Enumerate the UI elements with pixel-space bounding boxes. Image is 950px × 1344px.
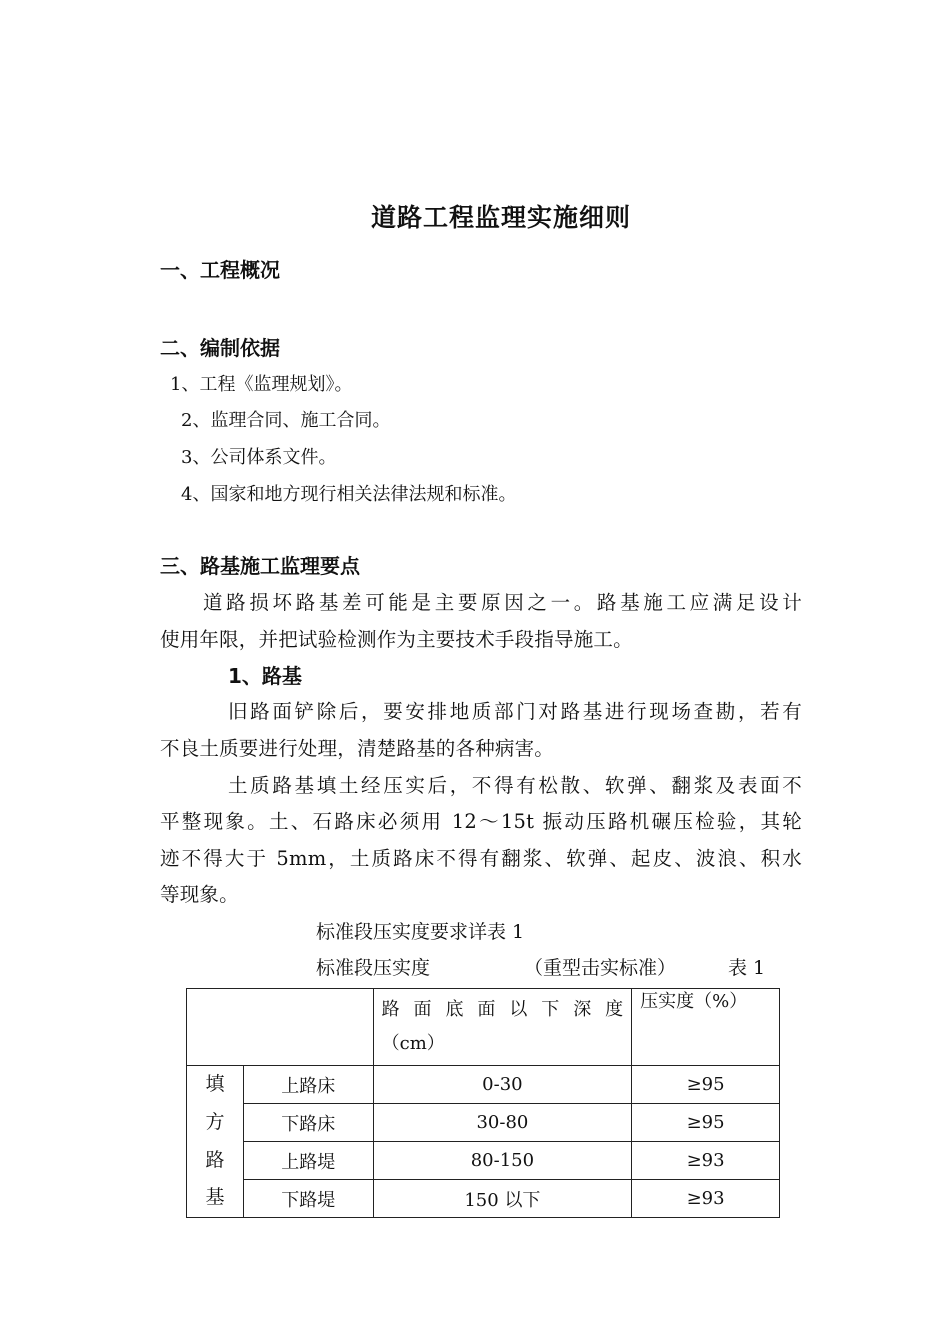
basis-item: 1、工程《监理规划》。 xyxy=(170,374,353,395)
basis-item: 4、国家和地方现行相关法律法规和标准。 xyxy=(181,484,517,505)
paragraph-line: 不良土质要进行处理，清楚路基的各种病害。 xyxy=(160,737,555,760)
section-heading-basis: 二、编制依据 xyxy=(160,336,280,360)
paragraph-line: 旧路面铲除后，要安排地质部门对路基进行现场查勘，若有 xyxy=(228,700,802,723)
basis-item: 2、监理合同、施工合同。 xyxy=(181,410,391,431)
paragraph-line: 平整现象。土、石路床必须用 12～15t 振动压路机碾压检验，其轮 xyxy=(160,810,802,833)
group-label-char: 方 xyxy=(205,1110,225,1133)
header-compaction-cell: 压实度（%） xyxy=(632,989,780,1066)
section-heading-overview: 一、工程概况 xyxy=(160,258,280,282)
subsection-heading-subgrade: 1、路基 xyxy=(228,664,302,688)
layer-cell: 上路堤 xyxy=(243,1142,373,1180)
paragraph-line: 等现象。 xyxy=(160,883,239,906)
layer-cell: 下路床 xyxy=(243,1104,373,1142)
fill-subgrade-group-cell xyxy=(187,1066,244,1218)
basis-item: 3、公司体系文件。 xyxy=(181,447,337,468)
table-number: 表 1 xyxy=(728,957,766,979)
group-label-char: 基 xyxy=(205,1186,225,1209)
compaction-cell: ≥93 xyxy=(632,1180,780,1218)
intro-line: 道路损坏路基差可能是主要原因之一。路基施工应满足设计 xyxy=(203,591,802,614)
depth-cell: 0-30 xyxy=(373,1066,632,1104)
section-heading-subgrade: 三、路基施工监理要点 xyxy=(160,554,360,578)
depth-cell: 150 以下 xyxy=(373,1180,632,1218)
table-caption: 标准段压实度要求详表 1 xyxy=(316,921,525,943)
group-label-char: 填 xyxy=(205,1073,225,1096)
table-row xyxy=(187,1142,780,1180)
table-row xyxy=(187,1104,780,1142)
header-blank-cell xyxy=(187,989,374,1066)
header-depth-label: 路面底面以下深度 xyxy=(381,999,624,1020)
compaction-table xyxy=(186,988,780,1218)
document-title: 道路工程监理实施细则 xyxy=(370,203,631,232)
layer-cell: 上路床 xyxy=(243,1066,373,1104)
depth-cell: 30-80 xyxy=(373,1104,632,1142)
table-subcaption-standard: （重型击实标准） xyxy=(524,957,677,979)
group-label-char: 路 xyxy=(205,1148,225,1171)
table-row xyxy=(187,1180,780,1218)
table-row xyxy=(187,1066,780,1104)
compaction-cell: ≥95 xyxy=(632,1066,780,1104)
table-subcaption-left: 标准段压实度 xyxy=(316,957,431,979)
compaction-cell: ≥93 xyxy=(632,1142,780,1180)
header-depth-unit: （cm） xyxy=(381,1033,445,1054)
depth-cell: 80-150 xyxy=(373,1142,632,1180)
intro-line: 使用年限，并把试验检测作为主要技术手段指导施工。 xyxy=(160,628,633,651)
compaction-cell: ≥95 xyxy=(632,1104,780,1142)
paragraph-line: 迹不得大于 5mm，土质路床不得有翻浆、软弹、起皮、波浪、积水 xyxy=(160,847,802,870)
header-depth-cell xyxy=(373,989,632,1066)
paragraph-line: 土质路基填土经压实后，不得有松散、软弹、翻浆及表面不 xyxy=(228,774,802,797)
table-header-row xyxy=(187,989,780,1066)
layer-cell: 下路堤 xyxy=(243,1180,373,1218)
